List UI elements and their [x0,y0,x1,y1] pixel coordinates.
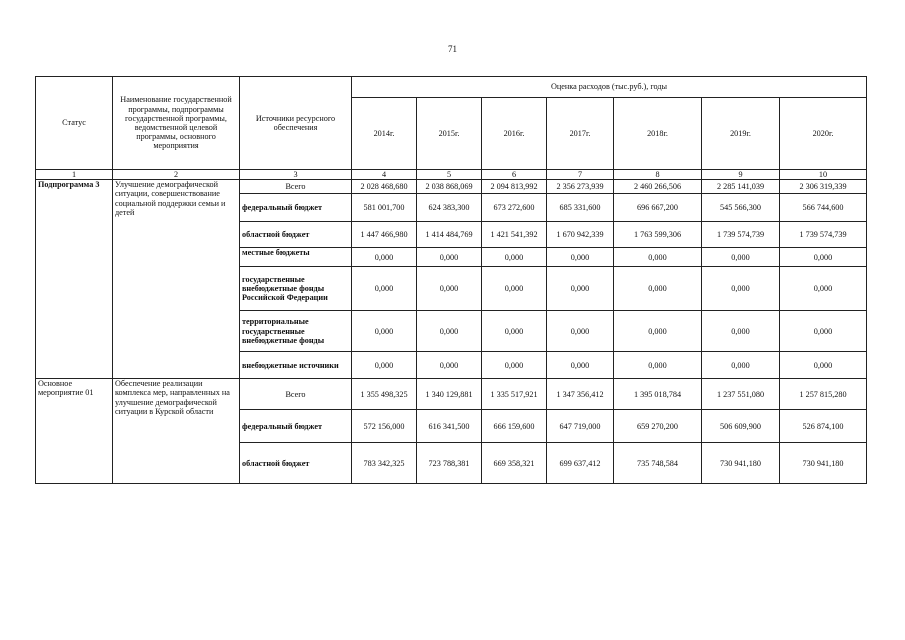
value-cell: 2 460 266,506 [614,180,702,194]
table-row [36,379,867,410]
row-source: федеральный бюджет [240,410,352,443]
row-source: федеральный бюджет [240,194,352,222]
value-cell: 2 285 141,039 [702,180,780,194]
value-cell: 699 637,412 [547,443,614,484]
value-cell: 659 270,200 [614,410,702,443]
value-cell: 572 156,000 [352,410,417,443]
row-source: территориальные государственные внебюджетные фонды [240,311,352,352]
value-cell: 1 763 599,306 [614,222,702,248]
value-cell: 0,000 [780,352,867,379]
value-cell: 1 670 942,339 [547,222,614,248]
table-row [36,180,867,194]
row-source: областной бюджет [240,443,352,484]
value-cell: 0,000 [417,267,482,311]
column-number: 1 [36,170,113,180]
row-source: областной бюджет [240,222,352,248]
header-year: 2015г. [417,98,482,170]
column-number: 5 [417,170,482,180]
header-sources: Источники ресурсного обеспечения [240,77,352,170]
value-cell: 2 094 813,992 [482,180,547,194]
value-cell: 0,000 [780,267,867,311]
value-cell: 0,000 [702,248,780,267]
value-cell: 581 001,700 [352,194,417,222]
value-cell: 730 941,180 [702,443,780,484]
value-cell: 566 744,600 [780,194,867,222]
value-cell: 735 748,584 [614,443,702,484]
header-year: 2017г. [547,98,614,170]
row-status: Подпрограмма 3 [36,180,113,379]
value-cell: 0,000 [547,352,614,379]
value-cell: 0,000 [614,352,702,379]
header-status: Статус [36,77,113,170]
row-name: Улучшение демографической ситуации, совершенствование социальной поддержки семьи и детей [113,180,240,379]
header-year: 2014г. [352,98,417,170]
value-cell: 666 159,600 [482,410,547,443]
column-number: 3 [240,170,352,180]
column-number: 2 [113,170,240,180]
header-year: 2020г. [780,98,867,170]
row-status: Основное мероприятие 01 [36,379,113,484]
value-cell: 545 566,300 [702,194,780,222]
value-cell: 696 667,200 [614,194,702,222]
value-cell: 783 342,325 [352,443,417,484]
value-cell: 0,000 [352,352,417,379]
value-cell: 0,000 [547,248,614,267]
value-cell: 673 272,600 [482,194,547,222]
value-cell: 0,000 [417,248,482,267]
value-cell: 1 739 574,739 [780,222,867,248]
page-number: 71 [448,44,457,54]
column-number: 9 [702,170,780,180]
value-cell: 624 383,300 [417,194,482,222]
value-cell: 2 306 319,339 [780,180,867,194]
value-cell: 0,000 [780,311,867,352]
value-cell: 0,000 [482,248,547,267]
value-cell: 0,000 [702,311,780,352]
value-cell: 616 341,500 [417,410,482,443]
value-cell: 0,000 [482,311,547,352]
row-source: Всего [240,379,352,410]
value-cell: 0,000 [614,311,702,352]
value-cell: 0,000 [352,267,417,311]
column-number: 10 [780,170,867,180]
column-number: 7 [547,170,614,180]
column-number: 8 [614,170,702,180]
value-cell: 1 355 498,325 [352,379,417,410]
value-cell: 0,000 [614,248,702,267]
value-cell: 1 447 466,980 [352,222,417,248]
header-year: 2016г. [482,98,547,170]
value-cell: 685 331,600 [547,194,614,222]
value-cell: 2 028 468,680 [352,180,417,194]
value-cell: 0,000 [417,352,482,379]
value-cell: 723 788,381 [417,443,482,484]
value-cell: 0,000 [702,352,780,379]
header-expenses: Оценка расходов (тыс.руб.), годы [352,77,867,98]
value-cell: 0,000 [482,352,547,379]
row-source: государственные внебюджетные фонды Российской Федерации [240,267,352,311]
row-source: внебюджетные источники [240,352,352,379]
header-year: 2018г. [614,98,702,170]
value-cell: 1 739 574,739 [702,222,780,248]
value-cell: 0,000 [417,311,482,352]
value-cell: 0,000 [780,248,867,267]
column-number: 6 [482,170,547,180]
budget-table [35,76,867,484]
value-cell: 0,000 [702,267,780,311]
value-cell: 526 874,100 [780,410,867,443]
value-cell: 647 719,000 [547,410,614,443]
value-cell: 0,000 [352,248,417,267]
value-cell: 730 941,180 [780,443,867,484]
row-source: Всего [240,180,352,194]
value-cell: 0,000 [614,267,702,311]
value-cell: 0,000 [352,311,417,352]
value-cell: 2 038 868,069 [417,180,482,194]
value-cell: 0,000 [547,311,614,352]
value-cell: 2 356 273,939 [547,180,614,194]
value-cell: 506 609,900 [702,410,780,443]
header-year: 2019г. [702,98,780,170]
row-name: Обеспечение реализации комплекса мер, направленных на улучшение демографической ситуации в Курской области [113,379,240,484]
value-cell: 1 347 356,412 [547,379,614,410]
value-cell: 1 414 484,769 [417,222,482,248]
value-cell: 1 257 815,280 [780,379,867,410]
row-source: местные бюджеты [240,248,352,267]
value-cell: 1 340 129,881 [417,379,482,410]
column-number: 4 [352,170,417,180]
value-cell: 669 358,321 [482,443,547,484]
value-cell: 0,000 [482,267,547,311]
column-numbers-row [36,170,867,180]
value-cell: 0,000 [547,267,614,311]
value-cell: 1 395 018,784 [614,379,702,410]
value-cell: 1 421 541,392 [482,222,547,248]
value-cell: 1 335 517,921 [482,379,547,410]
header-name: Наименование государственной программы, подпрограммы государственной программы, ведомственной целевой программы, основного мероприятия [113,77,240,170]
value-cell: 1 237 551,080 [702,379,780,410]
